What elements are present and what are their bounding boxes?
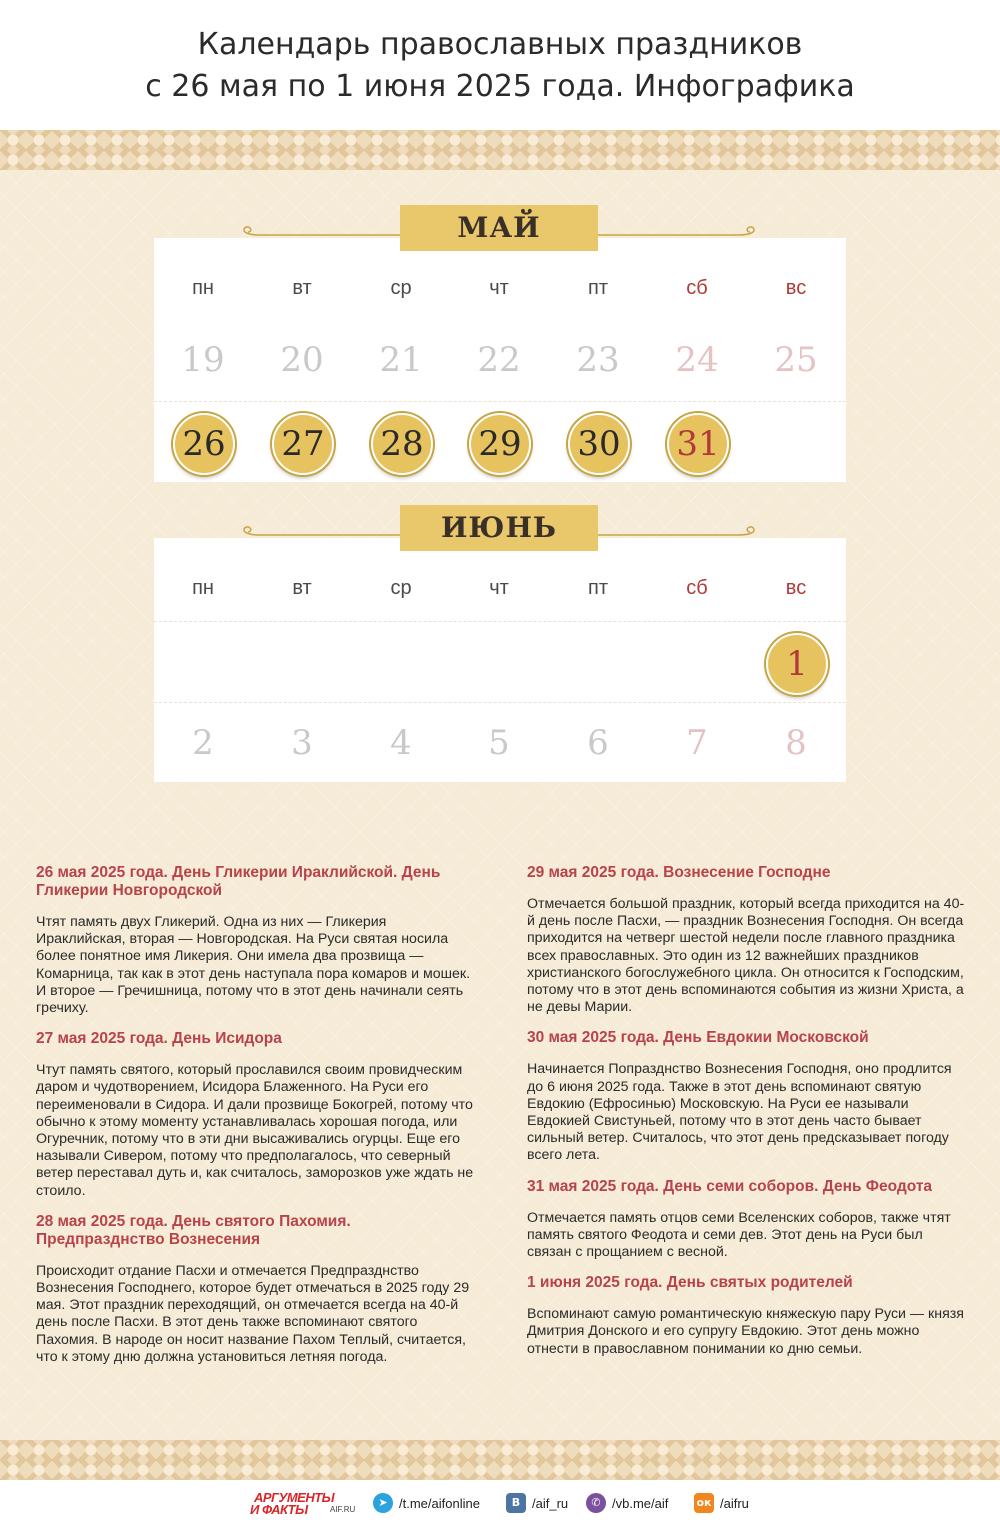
logo-line2: И ФАКТЫ [250,1502,308,1517]
may-week-row-1 [154,320,846,400]
holiday-text: Чтят память двух Гликерий. Одна из них — Гликерия Ираклийская, вторая — Новгородская. На Руси святая носила более понятное имя Ликерия. Они имела два прозвища — Комарница, так как в этот день наступала пора комаров и мошек. И второе — Гречишница, потому что в этот день начинали сеять гречиху. [36,914,471,1017]
day-cell: 5 [488,723,510,763]
may-weekday-row [154,248,846,328]
weekday-sun: вс [785,577,807,599]
holiday-text: Происходит отдание Пасхи и отмечается Предпразднство Вознесения Господнего, которое будет отмечаться в 2025 году 29 мая. Этот праздник переходящий, он отмечается всегда на 40-й день после Пасхи. В этот день также вспоминают святого Пахомия. В народе он носит название Пахом Теплый, считается, что к этому дню должна установиться летняя погода. [36,1262,470,1365]
holiday-entry [36,1213,476,1366]
viber-icon: ✆ [586,1493,606,1513]
highlighted-day [549,402,647,482]
flourish-right-may [598,226,758,238]
highlighted-day [154,402,252,482]
aif-logo[interactable] [250,1490,360,1518]
telegram-icon: ➤ [373,1493,393,1513]
day-cell: 20 [280,340,324,380]
day-cell: 24 [675,340,719,380]
day-cell: 8 [785,723,807,763]
day-cell: 25 [774,340,818,380]
weekday-mon: пн [192,277,214,299]
holiday-title: 29 мая 2025 года. Вознесение Господне [527,864,831,881]
holiday-entry [527,1178,967,1262]
social-link-viber[interactable] [586,1492,668,1514]
month-label-may: МАЙ [400,205,598,251]
june-week-row-2 [154,702,846,783]
odnoklassniki-icon: ок [694,1493,714,1513]
holiday-entry [527,864,967,1016]
holiday-entry [36,1030,476,1200]
flourish-right-june [598,526,758,538]
weekday-thu: чт [489,277,509,299]
day-cell: 21 [379,340,423,380]
weekday-sat: сб [686,577,708,599]
logo-domain: AIF.RU [330,1505,356,1514]
holiday-title: 1 июня 2025 года. День святых родителей [527,1274,853,1292]
social-link-text: /aifru [720,1495,749,1511]
day-circle: 31 [667,413,729,475]
holiday-entry [36,864,476,1017]
holiday-title: 27 мая 2025 года. День Исидора [36,1030,282,1048]
weekday-wed: ср [390,577,412,599]
holidays-column-right [527,864,967,1371]
day-cell: 23 [576,340,620,380]
highlighted-day [747,622,845,702]
day-cell: 4 [390,723,412,763]
holidays-column-left [36,864,476,1379]
weekday-wed: ср [390,277,412,299]
may-week-row-2 [154,401,846,482]
weekday-tue: вт [292,277,312,299]
holiday-text: Чтут память святого, который прославился своим провидческим даром и чудотворением, Исидора Блаженного. На Руси его переименовали в Сидора. И дали прозвище Бокогрей, потому что обычно к этому моменту устанавливалась хорошая погода, или Огуречник, потому что в эти дни высаживались огурцы. Еще его называли Сиверoм, потому что предполагалось, что северный ветер переставал дуть и, как считалось, заморозков уже ждать не стоило. [36,1062,474,1199]
footer [0,1480,1000,1527]
weekday-mon: пн [192,577,214,599]
highlighted-day [648,402,746,482]
day-circle: 26 [173,413,235,475]
holiday-entry [527,1029,967,1164]
holiday-text: Отмечается память отцов семи Вселенских соборов, также чтят память святого Феодота и семи дев. Этот день на Руси был связан с прощанием с весной. [527,1209,951,1261]
social-link-vk[interactable] [506,1492,568,1514]
page-title-line2: с 26 мая по 1 июня 2025 года. Инфографика [145,69,855,104]
day-circle: 29 [469,413,531,475]
logo-line1: АРГУМЕНТЫ [254,1490,335,1505]
ornament-band-bottom [0,1440,1000,1480]
social-link-telegram[interactable] [373,1492,480,1514]
day-circle: 30 [568,413,630,475]
highlighted-day [450,402,548,482]
day-circle: 1 [766,633,828,695]
header [0,0,1000,130]
may-calendar [154,238,846,482]
day-cell: 19 [181,340,225,380]
month-label-june: ИЮНЬ [400,505,598,551]
june-calendar [154,538,846,782]
weekday-thu: чт [489,577,509,599]
holiday-title: 28 мая 2025 года. День святого Пахомия. Предпразднство Вознесения [36,1212,351,1248]
june-week-row-1 [154,621,846,702]
weekday-tue: вт [292,577,312,599]
social-link-ok[interactable] [694,1492,749,1514]
day-cell: 22 [477,340,521,380]
holiday-entry [527,1274,967,1358]
day-cell: 3 [291,723,313,763]
flourish-left-june [240,526,400,538]
holiday-text: Отмечается большой праздник, который всегда приходится на 40-й день после Пасхи, — праздник Вознесения Господня. Он всегда приходится на четверг шестой недели после главного праздника всех православных. Это один из 12 важнейших праздников христианского богослужебного цикла. Он относится к Господским, потому что в этот день вспоминаются события из жизни Христа, а не девы Марии. [527,896,965,1016]
social-link-text: /t.me/aifonline [399,1495,480,1511]
holiday-title: 30 мая 2025 года. День Евдокии Московской [527,1029,869,1047]
vk-icon: В [506,1493,526,1513]
weekday-fri: пт [588,277,608,299]
day-circle: 27 [272,413,334,475]
holiday-text: Вспоминают самую романтическую княжескую пару Руси — князя Дмитрия Донского и его супругу Евдокию. Этот день можно отнести в православном понимании ко дню семьи. [527,1306,964,1357]
social-link-text: /aif_ru [532,1495,569,1511]
day-circle: 28 [371,413,433,475]
weekday-sun: вс [785,277,807,299]
ornament-band-top [0,130,1000,170]
weekday-sat: сб [686,277,708,299]
highlighted-day [253,402,351,482]
holiday-title: 31 мая 2025 года. День семи соборов. День Феодота [527,1177,933,1195]
day-cell: 2 [192,723,214,763]
flourish-left-may [240,226,400,238]
day-cell: 6 [587,723,609,763]
holiday-text: Начинается Попразднство Вознесения Господня, оно продлится до 6 июня 2025 года. Также в этот день вспоминают святую Евдокию (Ефросинью) Московскую. На Руси ее называли Евдокией Свистуньей, потому что в этот день часто бывает сильный ветер. Считалось, что этот день предсказывает погоду всего лета. [527,1061,952,1164]
weekday-fri: пт [588,577,608,599]
day-cell: 7 [686,723,708,763]
highlighted-day [352,402,450,482]
june-weekday-row [154,548,846,628]
holiday-title: 26 мая 2025 года. День Гликерии Ираклийской. День Гликерии Новгородской [36,864,441,899]
social-link-text: /vb.me/aif [612,1495,669,1511]
page-title-line1: Календарь православных праздников [197,27,803,62]
